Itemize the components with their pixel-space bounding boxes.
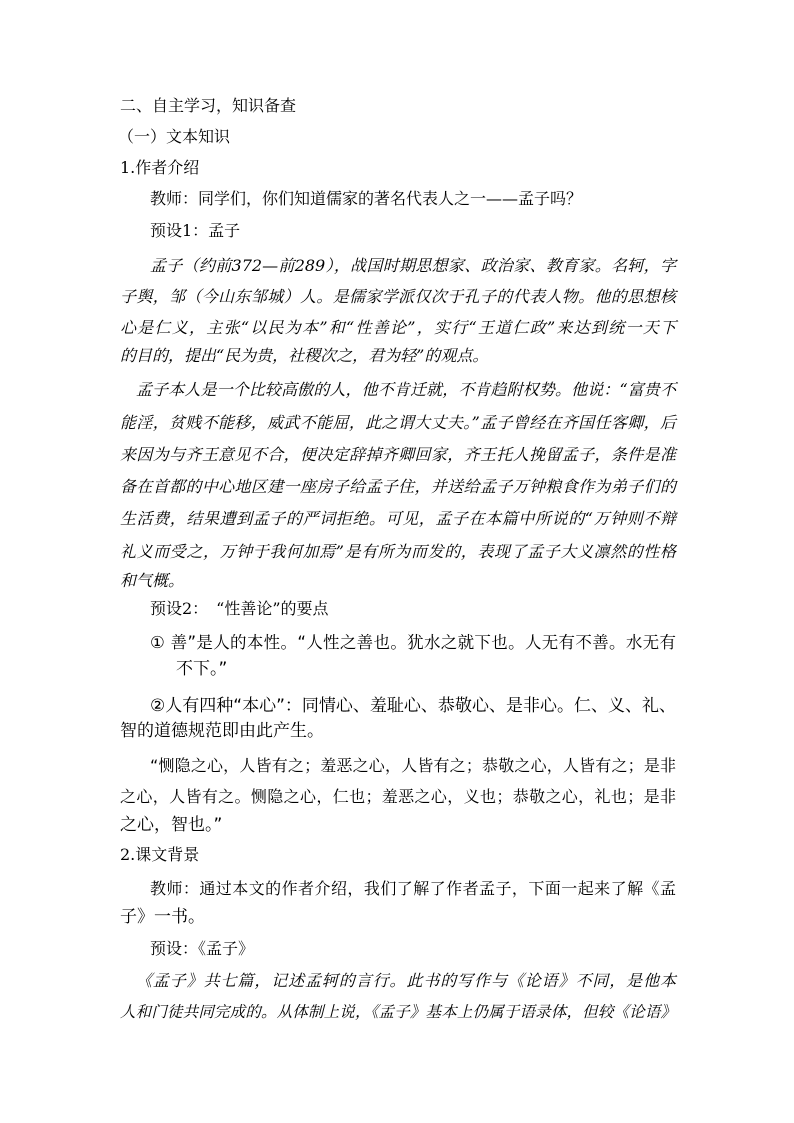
quote-line: 之心，人皆有之。恻隐之心，仁也；羞恶之心，义也；恭敬之心，礼也；是非: [120, 787, 676, 806]
subsection-heading: （一）文本知识: [118, 127, 231, 146]
point-1-line: ① 善”是人的本性。“人性之善也。犹水之就下也。人无有不善。水无有: [150, 633, 676, 652]
story-line: 备在首都的中心地区建一座房子给孟子住，并送给孟子万钟粮食作为弟子们的: [120, 477, 676, 496]
bio-line: 心是仁义，主张“以民为本”和“性善论”，实行“王道仁政”来达到统一天下: [120, 318, 676, 337]
preset-2-label: 预设2： “性善论”的要点: [150, 599, 329, 618]
point-2-line: 智的道德规范即由此产生。: [120, 721, 324, 741]
preset-1-label: 预设1：孟子: [150, 221, 241, 240]
preset-3-label: 预设：《孟子》: [150, 939, 255, 958]
book-line: 人和门徒共同完成的。从体制上说，《孟子》基本上仍属于语录体，但较《论语》: [120, 1003, 676, 1021]
quote-line: 之心，智也。”: [120, 815, 223, 835]
bio-line: 子舆，邹（今山东邹城）人。是儒家学派仅次于孔子的代表人物。他的思想核: [120, 287, 676, 306]
point-2-line: ②人有四种“本心”：同情心、羞耻心、恭敬心、是非心。仁、义、礼、: [150, 696, 676, 716]
story-line: 来因为与齐王意见不合，便决定辞掉齐卿回家，齐王托人挽留孟子，条件是准: [120, 445, 676, 464]
bio-line: 孟子（约前372—前289），战国时期思想家、政治家、教育家。名轲，字: [150, 256, 676, 275]
section-heading: 二、自主学习，知识备查: [120, 96, 297, 115]
story-line: 孟子本人是一个比较高傲的人，他不肯迁就，不肯趋附权势。他说：“富贵不: [136, 380, 676, 399]
book-line: 《孟子》共七篇，记述孟轲的言行。此书的写作与《论语》不同，是他本: [136, 971, 676, 990]
quote-line: “恻隐之心，人皆有之；羞恶之心，人皆有之；恭敬之心，人皆有之；是非: [150, 756, 676, 775]
point-1-line: 不下。”: [176, 659, 228, 679]
story-line: 礼义而受之，万钟于我何加焉”是有所为而发的，表现了孟子大义凛然的性格: [120, 542, 676, 561]
author-heading: 1.作者介绍: [120, 158, 200, 177]
story-line: 能淫，贫贱不能移，威武不能屈，此之谓大丈夫。”孟子曾经在齐国任客卿，后: [120, 413, 676, 432]
bio-line: 的目的，提出“民为贵，社稷次之，君为轻”的观点。: [120, 346, 489, 365]
background-heading: 2.课文背景: [120, 845, 200, 864]
story-line: 和气概。: [120, 571, 185, 590]
teacher-intro-line: 教师：通过本文的作者介绍，我们了解了作者孟子，下面一起来了解《孟: [150, 879, 676, 898]
story-line: 生活费，结果遭到孟子的严词拒绝。可见，孟子在本篇中所说的“万钟则不辩: [120, 509, 676, 528]
teacher-question: 教师：同学们，你们知道儒家的著名代表人之一——孟子吗？: [150, 189, 583, 208]
teacher-intro-line: 子》一书。: [120, 907, 205, 927]
